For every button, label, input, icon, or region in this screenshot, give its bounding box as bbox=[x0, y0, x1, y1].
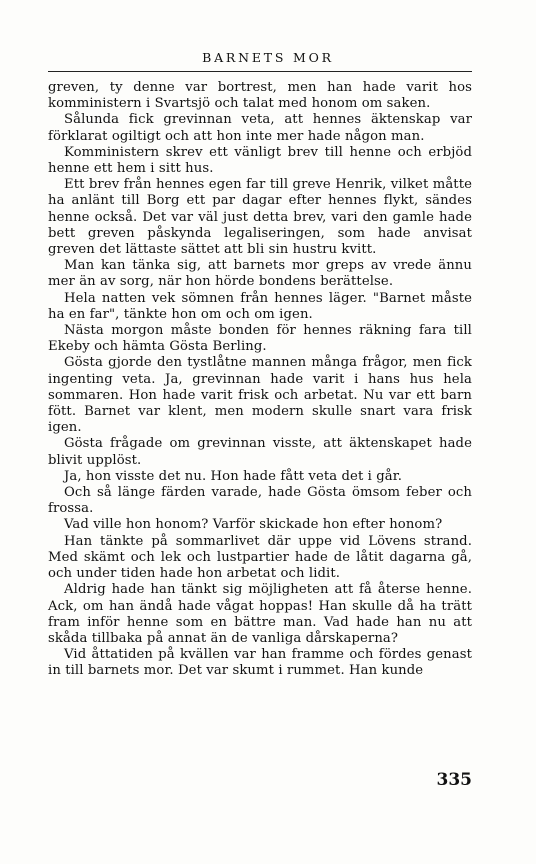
paragraph: Ett brev från hennes egen far till greve Henrik, vilket måtte ha anlänt till Borg ett par dagar efter hennes flykt, sändes henne också. Det var väl just detta brev, vari den gamle hade bett greven påskynda legaliseringen, som hade anvisat greven det lättaste sättet att bli sin hustru kvitt. bbox=[48, 177, 472, 258]
paragraph: Han tänkte på sommarlivet där uppe vid Lövens strand. Med skämt och lek och lustpartier hade de låtit dagarna gå, och under tiden hade hon arbetat och lidit. bbox=[48, 533, 472, 582]
body-text bbox=[48, 80, 472, 680]
paragraph: Och så länge färden varade, hade Gösta ömsom feber och frossa. bbox=[48, 485, 472, 517]
paragraph: Sålunda fick grevinnan veta, att hennes äktenskap var förklarat ogiltigt och att hon inte mer hade någon man. bbox=[48, 112, 472, 144]
header-rule bbox=[48, 71, 472, 72]
paragraph: Vid åttatiden på kvällen var han framme och fördes genast in till barnets mor. Det var skumt i rummet. Han kunde bbox=[48, 647, 472, 679]
paragraph: Vad ville hon honom? Varför skickade hon efter honom? bbox=[64, 517, 443, 533]
paragraph: Man kan tänka sig, att barnets mor greps av vrede ännu mer än av sorg, när hon hörde bondens berättelse. bbox=[48, 258, 472, 290]
paragraph: greven, ty denne var bortrest, men han hade varit hos komministern i Svartsjö och talat med honom om saken. bbox=[48, 80, 472, 112]
page-number: 335 bbox=[436, 770, 472, 790]
paragraph: Nästa morgon måste bonden för hennes räkning fara till Ekeby och hämta Gösta Berling. bbox=[48, 323, 472, 355]
paragraph: Gösta frågade om grevinnan visste, att äktenskapet hade blivit upplöst. bbox=[48, 436, 472, 468]
paragraph: Hela natten vek sömnen från hennes läger. "Barnet måste ha en far", tänkte hon om och om igen. bbox=[48, 290, 472, 322]
paragraph: Aldrig hade han tänkt sig möjligheten att få återse henne. Ack, om han ändå hade vågat hoppas! Han skulle då ha trätt fram inför henne som en bättre man. Vad hade han nu att skåda tillbaka på annat än de vanliga dårskaperna? bbox=[48, 582, 472, 646]
paragraph: Komministern skrev ett vänligt brev till henne och erbjöd henne ett hem i sitt hus. bbox=[48, 144, 472, 177]
paragraph: Gösta gjorde den tystlåtne mannen många frågor, men fick ingenting veta. Ja, grevinnan hade varit i hans hus hela sommaren. Hon hade varit frisk och arbetat. Nu var ett barn fött. Barnet var klent, men modern skulle snart vara frisk igen. bbox=[48, 355, 472, 436]
paragraph: Ja, hon visste det nu. Hon hade fått veta det i går. bbox=[64, 468, 403, 484]
running-header: BARNETS MOR bbox=[202, 50, 334, 65]
